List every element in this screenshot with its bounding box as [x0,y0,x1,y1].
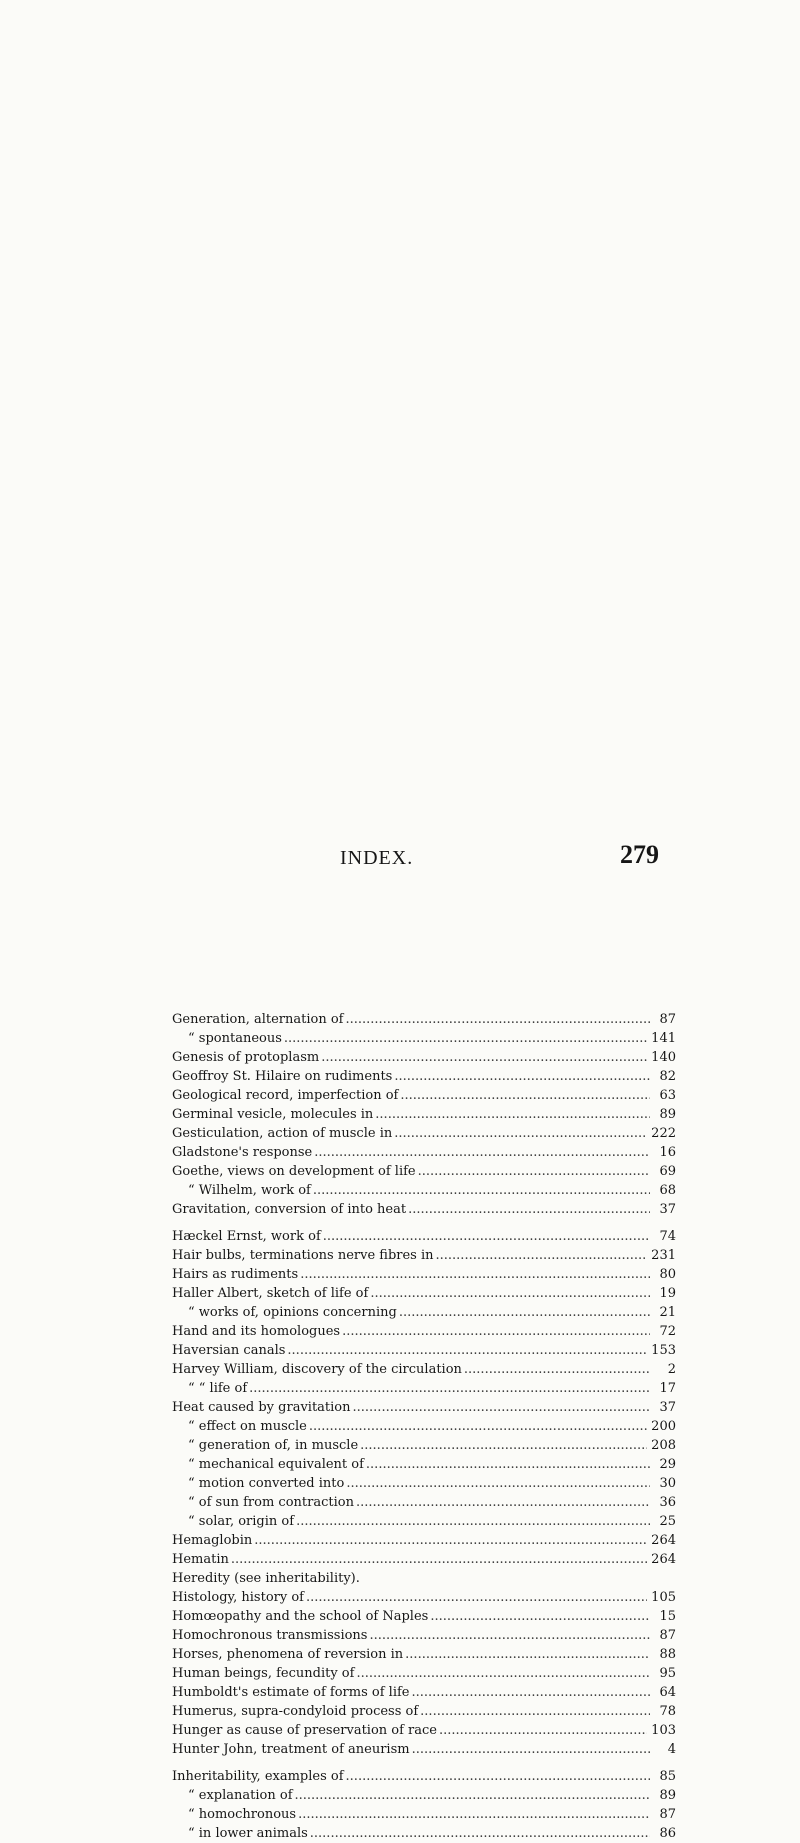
entry-page-number: 36 [659,1495,676,1510]
leader-dots [394,1124,647,1143]
leader-dots [408,1200,650,1219]
leader-dots [420,1702,650,1721]
entry-page-number: 87 [659,1807,676,1822]
entry-page-number: 85 [659,1769,676,1784]
entry-page-number: 200 [651,1419,676,1434]
entry-page-number: 86 [659,1826,676,1841]
entry-term: Heat caused by gravitation [172,1400,351,1415]
entry-term: “ generation of, in muscle [188,1438,359,1453]
leader-dots [321,1048,647,1067]
entry-page-number: 87 [659,1012,676,1027]
entry-page-number: 19 [659,1286,676,1301]
index-entry [172,1284,676,1303]
entry-page-number: 68 [659,1183,676,1198]
entry-term: Haversian canals [172,1343,286,1358]
entry-term: “ effect on muscle [188,1419,307,1434]
leader-dots [309,1417,647,1436]
entry-term: “ works of, opinions concerning [188,1305,397,1320]
leader-dots [345,1010,650,1029]
entry-page-number: 89 [659,1107,676,1122]
entry-term: “ Wilhelm, work of [188,1183,311,1198]
index-entry [172,1607,676,1626]
entry-term: Haller Albert, sketch of life of [172,1286,369,1301]
entry-page-number: 37 [659,1202,676,1217]
index-entry [172,1200,676,1219]
entry-page-number: 37 [659,1400,676,1415]
leader-dots [249,1379,650,1398]
leader-dots [464,1360,650,1379]
index-entry [172,1683,676,1702]
index-entry [172,1181,676,1200]
leader-dots [298,1805,650,1824]
entry-page-number: 30 [659,1476,676,1491]
index-list [172,1010,676,1843]
leader-dots [342,1322,650,1341]
leader-dots [375,1105,650,1124]
leader-dots [295,1786,650,1805]
index-entry [172,1086,676,1105]
index-entry [172,1265,676,1284]
entry-term: “ motion converted into [188,1476,345,1491]
entry-page-number: 4 [667,1742,676,1757]
entry-term: Genesis of protoplasm [172,1050,320,1065]
leader-dots [296,1512,650,1531]
entry-page-number: 69 [659,1164,676,1179]
entry-term: Hand and its homologues [172,1324,341,1339]
entry-term: “ in lower animals [188,1826,308,1841]
entry-term: Harvey William, discovery of the circulation [172,1362,462,1377]
entry-page-number: 78 [659,1704,676,1719]
leader-dots [346,1474,650,1493]
entry-term: Hair bulbs, terminations nerve fibres in [172,1248,434,1263]
entry-page-number: 89 [659,1788,676,1803]
index-entry [172,1767,676,1786]
leader-dots [254,1531,647,1550]
leader-dots [353,1398,650,1417]
leader-dots [346,1767,650,1786]
entry-page-number: 63 [659,1088,676,1103]
index-entry [172,1455,676,1474]
index-entry [172,1664,676,1683]
entry-term: Hemaglobin [172,1533,253,1548]
entry-page-number: 2 [667,1362,676,1377]
index-entry [172,1721,676,1740]
entry-term: Horses, phenomena of reversion in [172,1647,404,1662]
entry-term: “ solar, origin of [188,1514,295,1529]
entry-term: Geoffroy St. Hilaire on rudiments [172,1069,393,1084]
index-entry [172,1493,676,1512]
index-entry [172,1436,676,1455]
entry-term: Histology, history of [172,1590,304,1605]
entry-term: Gesticulation, action of muscle in [172,1126,393,1141]
entry-page-number: 153 [651,1343,676,1358]
leader-dots [418,1162,650,1181]
index-entry [172,1474,676,1493]
entry-page-number: 16 [659,1145,676,1160]
index-entry [172,1569,676,1588]
index-entry [172,1143,676,1162]
leader-dots [313,1181,650,1200]
index-entry [172,1162,676,1181]
entry-term: Hairs as rudiments [172,1267,299,1282]
entry-page-number: 15 [659,1609,676,1624]
entry-term: Geological record, imperfection of [172,1088,399,1103]
leader-dots [356,1664,650,1683]
entry-term: Homœopathy and the school of Naples [172,1609,429,1624]
entry-page-number: 87 [659,1628,676,1643]
entry-term: Goethe, views on development of life [172,1164,416,1179]
index-entry [172,1322,676,1341]
entry-term: Gravitation, conversion of into heat [172,1202,407,1217]
index-entry [172,1740,676,1759]
leader-dots [356,1493,650,1512]
entry-page-number: 64 [659,1685,676,1700]
leader-dots [400,1086,650,1105]
entry-page-number: 264 [651,1533,676,1548]
entry-term: “ spontaneous [188,1031,282,1046]
index-entry [172,1550,676,1569]
running-head: INDEX. [340,847,414,869]
leader-dots [430,1607,650,1626]
index-entry [172,1303,676,1322]
leader-dots [360,1436,647,1455]
index-entry [172,1824,676,1843]
index-entry [172,1588,676,1607]
leader-dots [306,1588,647,1607]
entry-term: Homochronous transmissions [172,1628,368,1643]
entry-page-number: 17 [659,1381,676,1396]
entry-page-number: 103 [651,1723,676,1738]
leader-dots [284,1029,647,1048]
index-entry [172,1398,676,1417]
index-entry [172,1360,676,1379]
entry-page-number: 25 [659,1514,676,1529]
leader-dots [405,1645,650,1664]
leader-dots [439,1721,647,1740]
entry-term: Heredity (see inheritability). [172,1571,360,1586]
leader-dots [314,1143,650,1162]
entry-page-number: 29 [659,1457,676,1472]
leader-dots [366,1455,650,1474]
index-entry [172,1227,676,1246]
leader-dots [310,1824,650,1843]
entry-term: Hunger as cause of preservation of race [172,1723,437,1738]
entry-page-number: 231 [651,1248,676,1263]
entry-page-number: 72 [659,1324,676,1339]
index-entry [172,1029,676,1048]
entry-term: “ homochronous [188,1807,297,1822]
index-entry [172,1048,676,1067]
entry-page-number: 95 [659,1666,676,1681]
entry-page-number: 21 [659,1305,676,1320]
entry-term: Germinal vesicle, molecules in [172,1107,374,1122]
index-entry [172,1702,676,1721]
index-entry [172,1124,676,1143]
entry-term: Hæckel Ernst, work of [172,1229,321,1244]
index-entry [172,1105,676,1124]
entry-term: Humerus, supra-condyloid process of [172,1704,419,1719]
index-entry [172,1417,676,1436]
entry-term: “ mechanical equivalent of [188,1457,364,1472]
entry-term: Hematin [172,1552,229,1567]
entry-page-number: 80 [659,1267,676,1282]
leader-dots [300,1265,650,1284]
leader-dots [231,1550,647,1569]
leader-dots [394,1067,650,1086]
entry-term: Generation, alternation of [172,1012,344,1027]
index-entry [172,1786,676,1805]
entry-page-number: 140 [651,1050,676,1065]
leader-dots [412,1683,651,1702]
index-entry [172,1512,676,1531]
entry-page-number: 222 [651,1126,676,1141]
index-entry [172,1645,676,1664]
entry-page-number: 264 [651,1552,676,1567]
leader-dots [370,1284,650,1303]
index-entry [172,1067,676,1086]
leader-dots [369,1626,650,1645]
leader-dots [323,1227,650,1246]
entry-page-number: 105 [651,1590,676,1605]
entry-page-number: 208 [651,1438,676,1453]
index-entry [172,1531,676,1550]
index-entry [172,1010,676,1029]
entry-term: Hunter John, treatment of aneurism [172,1742,410,1757]
entry-page-number: 88 [659,1647,676,1662]
entry-term: Gladstone's response [172,1145,313,1160]
index-entry [172,1805,676,1824]
page-number: 279 [620,840,659,869]
index-entry [172,1379,676,1398]
entry-page-number: 82 [659,1069,676,1084]
leader-dots [412,1740,650,1759]
entry-page-number: 141 [651,1031,676,1046]
entry-term: “ “ life of [188,1381,248,1396]
index-entry [172,1246,676,1265]
entry-page-number: 74 [659,1229,676,1244]
leader-dots [399,1303,650,1322]
entry-term: Inheritability, examples of [172,1769,344,1784]
entry-term: Human beings, fecundity of [172,1666,355,1681]
entry-term: “ of sun from contraction [188,1495,354,1510]
entry-term: Humboldt's estimate of forms of life [172,1685,410,1700]
leader-dots [436,1246,648,1265]
entry-term: “ explanation of [188,1788,293,1803]
index-entry [172,1626,676,1645]
